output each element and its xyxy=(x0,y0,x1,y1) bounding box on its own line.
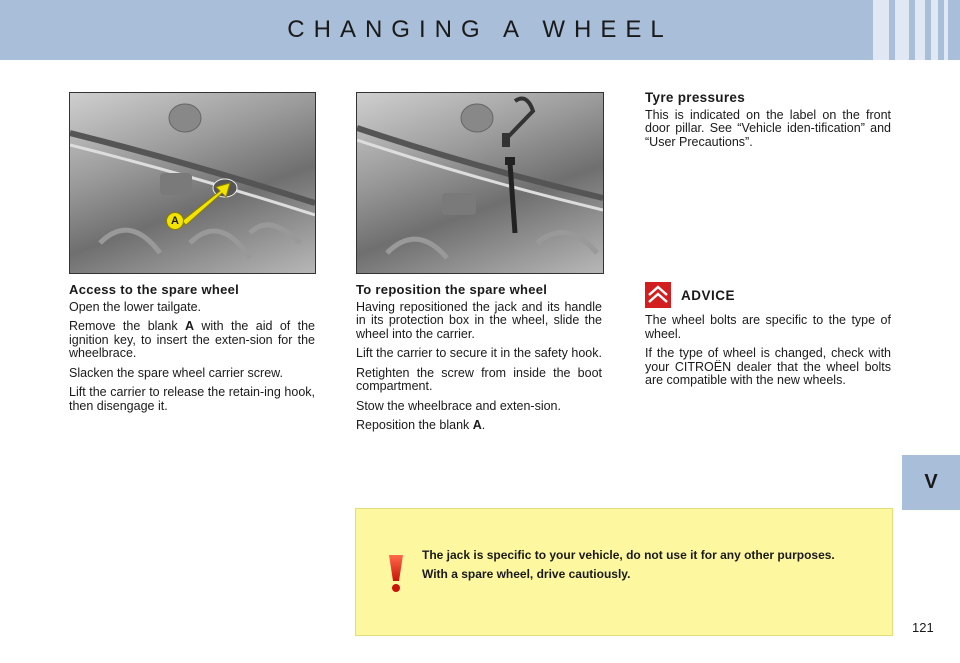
warning-text xyxy=(422,549,884,587)
stripe xyxy=(895,0,909,60)
paragraph: Slacken the spare wheel carrier screw. xyxy=(69,365,283,380)
stripe xyxy=(915,0,925,60)
warning-box xyxy=(355,508,893,636)
section-tab: V xyxy=(902,455,960,510)
page-number: 121 xyxy=(912,620,934,635)
wheelbrace-photo xyxy=(356,92,604,274)
reposition-spare-wheel-section xyxy=(356,283,602,439)
access-spare-wheel-section xyxy=(69,283,315,419)
text: Reposition the blank xyxy=(356,418,473,432)
citroen-logo-icon xyxy=(645,282,671,308)
wheelbrace-illustration xyxy=(357,93,603,273)
paragraph: Stow the wheelbrace and exten-sion. xyxy=(356,398,561,413)
paragraph: The wheel bolts are specific to the type of wheel. xyxy=(645,313,891,341)
advice-header xyxy=(645,282,735,308)
paragraph: Having repositioned the jack and its handle in its protection box in the wheel, slide the wheel into the carrier. xyxy=(356,299,602,341)
text: . xyxy=(481,418,486,432)
text: with the aid of the ignition key, to insert the exten-sion for the wheelbrace. xyxy=(69,319,316,360)
stripe xyxy=(873,0,889,60)
paragraph: This is indicated on the label on the front door pillar. See “Vehicle iden-tification” and “User Precautions”. xyxy=(645,107,891,149)
text: Remove the blank xyxy=(69,319,185,333)
warning-line: With a spare wheel, drive cautiously. xyxy=(422,567,631,581)
paragraph-reposition-blank xyxy=(356,419,602,433)
warning-exclamation-icon xyxy=(378,553,414,593)
spare-wheel-photo xyxy=(69,92,316,274)
warning-line: The jack is specific to your vehicle, do not use it for any other purposes. xyxy=(422,548,835,562)
stripe xyxy=(931,0,938,60)
advice-title: ADVICE xyxy=(681,287,736,303)
paragraph: Lift the carrier to secure it in the safety hook. xyxy=(356,346,602,360)
tyre-pressures-heading: Tyre pressures xyxy=(645,90,746,105)
paragraph: Lift the carrier to release the retain-ing hook, then disengage it. xyxy=(69,385,315,413)
header-stripes xyxy=(873,0,948,60)
tyre-pressures-section xyxy=(645,91,891,155)
paragraph: If the type of wheel is changed, check with your CITROËN dealer that the wheel bolts are compatible with the new wheels. xyxy=(645,346,891,387)
paragraph: Open the lower tailgate. xyxy=(69,299,202,314)
paragraph: Retighten the screw from inside the boot compartment. xyxy=(356,365,602,393)
reposition-heading: To reposition the spare wheel xyxy=(356,282,548,297)
spare-wheel-illustration xyxy=(70,93,315,273)
access-heading: Access to the spare wheel xyxy=(69,282,240,297)
header-bar xyxy=(0,0,960,60)
advice-section xyxy=(645,314,891,394)
page-title: CHANGING A WHEEL xyxy=(287,16,673,43)
blank-ref: A xyxy=(184,319,194,333)
blank-ref: A xyxy=(472,418,482,432)
callout-a: A xyxy=(166,212,184,230)
paragraph-remove-blank xyxy=(69,320,315,361)
stripe xyxy=(944,0,948,60)
